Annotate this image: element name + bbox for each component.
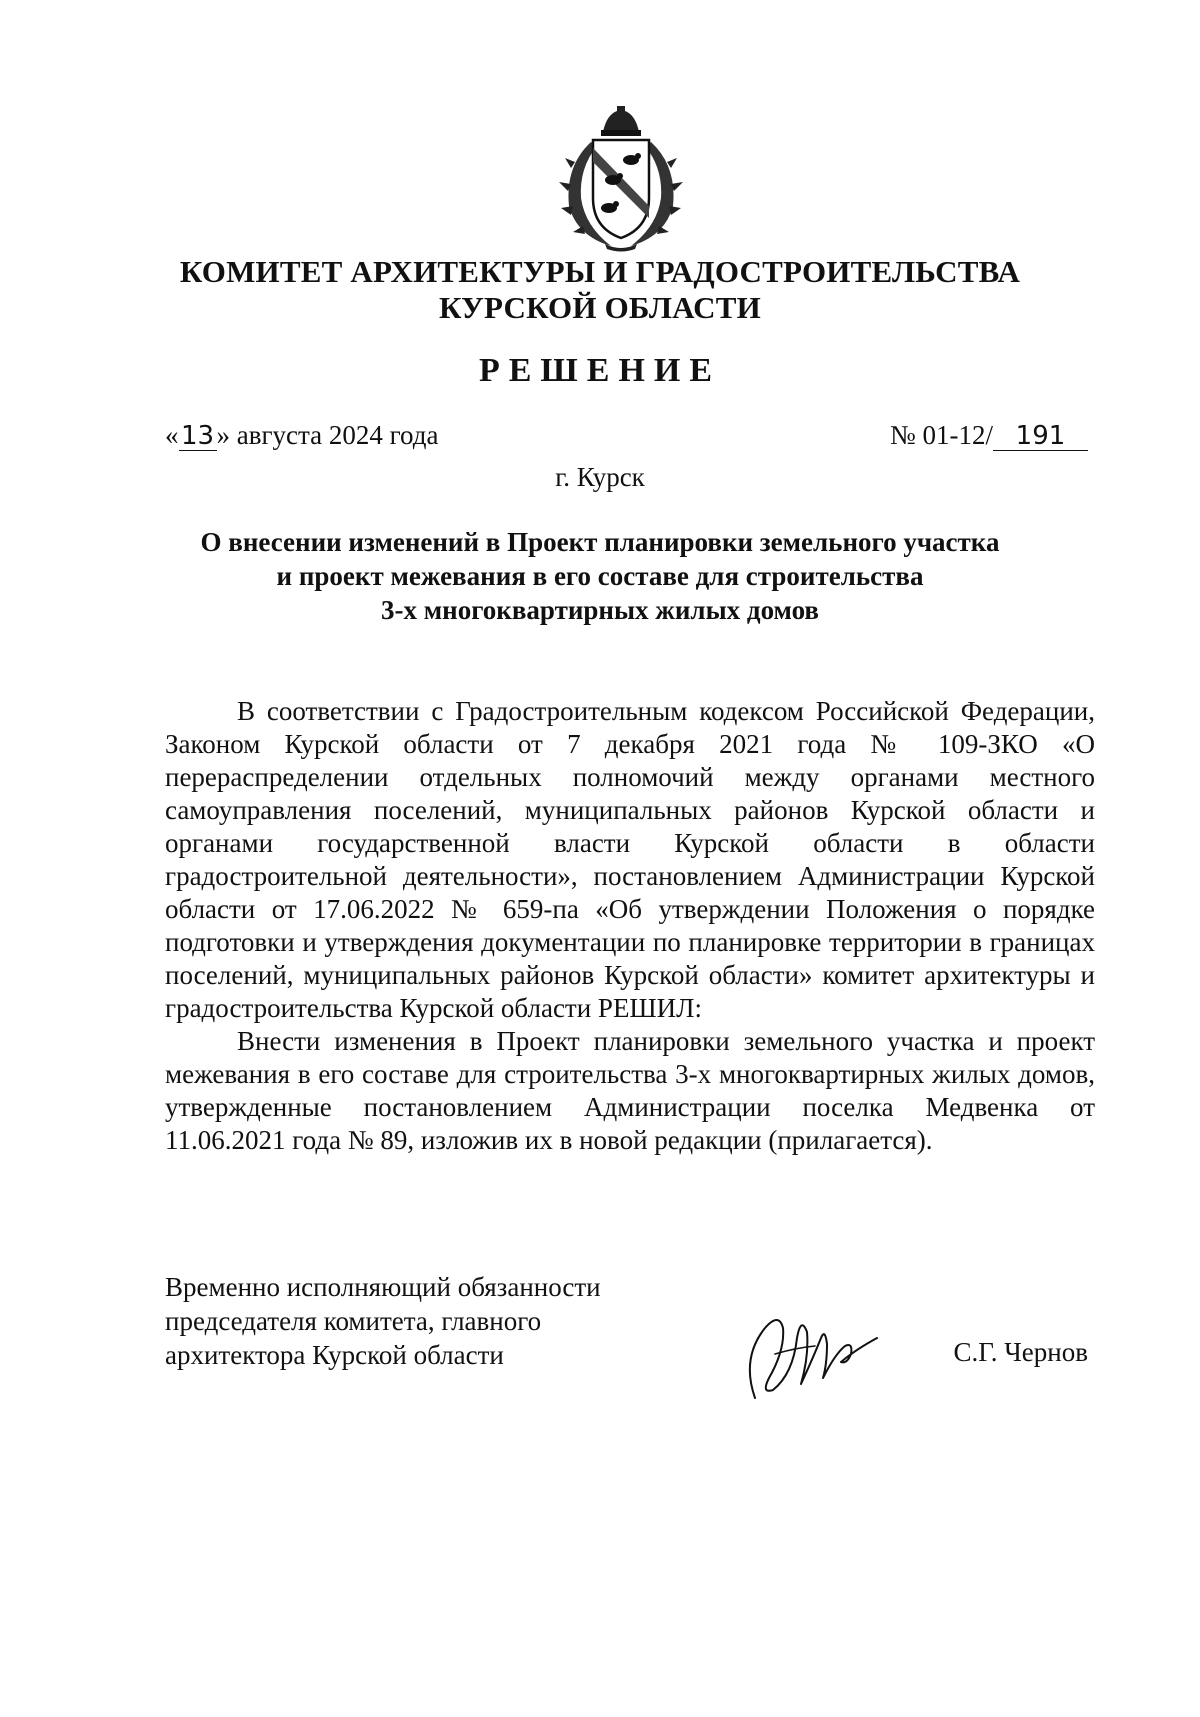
number-handwritten: 191 [993, 422, 1088, 451]
signatory-position [165, 1270, 601, 1372]
coat-of-arms-icon [551, 106, 691, 254]
subject-line-2: и проект межевания в его составе для строительства [276, 561, 924, 591]
body-paragraph-1: В соответствии с Градостроительным кодексом Российской Федерации, Законом Курской области от 7 декабря 2021 года № 109-ЗКО «О перераспределении отдельных полномочий между органами местного самоуправления поселений, муниципальных районов Курской области и органами государственной власти Курской области в области градостроительной деятельности», постановлением Администрации Курской области от 17.06.2022 № 659-па «Об утверждении Положения о порядке подготовки и утверждения документации по планировке территории в границах поселений, муниципальных районов Курской области» комитет архитектуры и градостроительства Курской области РЕШИЛ: [165, 696, 1095, 1023]
signatory-name: С.Г. Чернов [953, 1337, 1088, 1367]
body-paragraph-2: Внести изменения в Проект планировки земельного участка и проект межевания в его составе для строительства 3-х многоквартирных жилых домов, утвержденные постановлением Администрации поселка Медвенка от 11.06.2021 года № 89, изложив их в новой редакции (прилагается). [165, 1026, 1095, 1155]
organization-line-1: КОМИТЕТ АРХИТЕКТУРЫ И ГРАДОСТРОИТЕЛЬСТВА [179, 254, 1021, 289]
position-line-3: архитектора Курской области [165, 1340, 504, 1370]
document-subject [0, 525, 1200, 627]
subject-line-3: 3-х многоквартирных жилых домов [381, 595, 819, 625]
date-rest: » августа 2024 года [216, 420, 439, 450]
date-day-handwritten: 13 [179, 422, 217, 451]
position-line-2: председателя комитета, главного [165, 1306, 542, 1336]
organization-name [0, 254, 1200, 326]
handwritten-signature-icon [735, 1298, 885, 1408]
subject-line-1: О внесении изменений в Проект планировки земельного участка [200, 527, 1000, 557]
position-line-1: Временно исполняющий обязанности [165, 1272, 601, 1302]
document-body [165, 695, 1095, 1157]
number-prefix: № 01-12/ [889, 420, 993, 450]
date-open-quote: « [165, 420, 179, 450]
document-date [165, 420, 439, 451]
document-number [890, 420, 1088, 451]
organization-line-2: КУРСКОЙ ОБЛАСТИ [439, 290, 761, 325]
document-city: г. Курск [555, 462, 645, 492]
document-type-title: РЕШЕНИЕ [478, 352, 722, 389]
